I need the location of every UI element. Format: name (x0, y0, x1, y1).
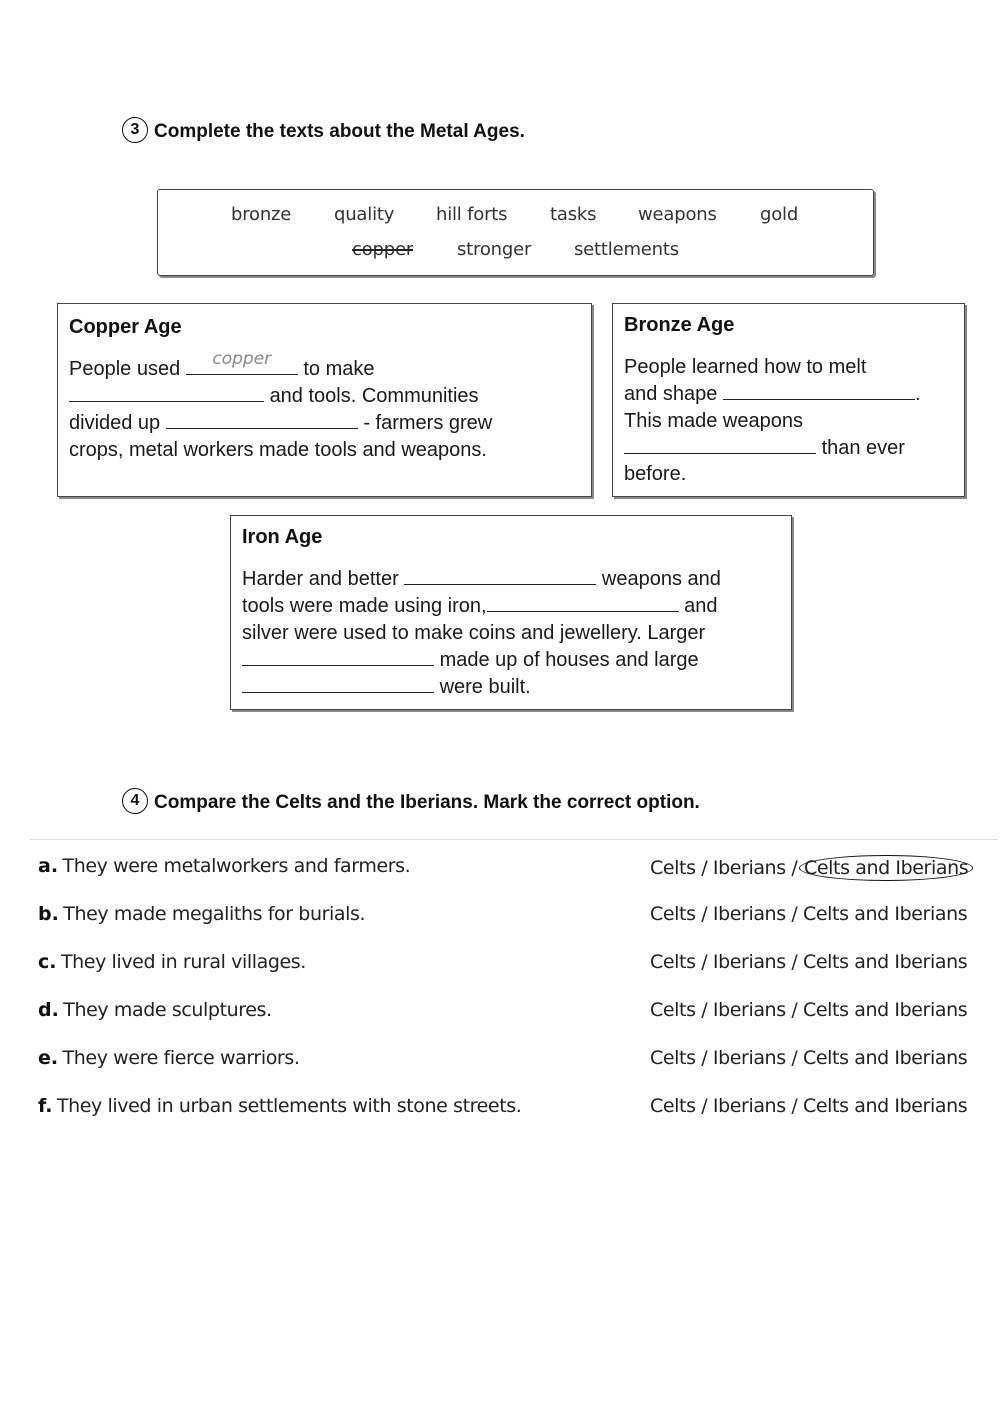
option-separator: / (695, 1047, 713, 1069)
answer-options (650, 999, 967, 1021)
option-celts[interactable]: Celts (650, 903, 696, 925)
option-separator: / (785, 903, 803, 925)
question-row (38, 999, 272, 1021)
text-line: People used copper to make (69, 356, 374, 383)
option-celts[interactable]: Celts (650, 999, 696, 1021)
option-separator: / (695, 951, 713, 973)
exercise-3-title (122, 119, 525, 145)
text-line: than ever (624, 435, 905, 462)
answer-blank[interactable] (404, 566, 596, 585)
filled-answer: copper (212, 349, 272, 369)
option-separator: / (695, 1095, 713, 1117)
word-bank-word: weapons (638, 204, 717, 225)
option-separator: / (785, 999, 803, 1021)
option-iberians[interactable]: Iberians (712, 903, 786, 925)
answer-options (650, 1095, 967, 1117)
option-separator: / (695, 903, 713, 925)
exercise-4-title (122, 790, 700, 816)
answer-options (650, 903, 967, 925)
question-letter: b. (38, 903, 59, 925)
option-separator: / (695, 999, 713, 1021)
bronze-age-panel (612, 303, 965, 497)
text-line: before. (624, 463, 687, 485)
question-letter: a. (38, 855, 59, 877)
answer-blank[interactable] (69, 383, 264, 402)
option-celts[interactable]: Celts (650, 1047, 696, 1069)
option-celts[interactable]: Celts (650, 1095, 696, 1117)
option-iberians[interactable]: Iberians (712, 1047, 786, 1069)
option-separator: / (785, 857, 803, 879)
panel-title: Iron Age (242, 526, 323, 548)
word-bank-word: bronze (231, 204, 292, 225)
answer-blank[interactable] (487, 593, 679, 612)
option-celts-and-iberians[interactable]: Celts and Iberians (802, 951, 968, 973)
answer-blank[interactable] (242, 674, 434, 693)
question-row (38, 1095, 521, 1117)
copper-age-panel (57, 303, 592, 497)
option-celts-and-iberians[interactable]: Celts and Iberians (802, 1095, 968, 1117)
word-bank-word: tasks (550, 204, 597, 225)
text-line: This made weapons (624, 410, 803, 432)
word-bank-word: stronger (457, 239, 532, 260)
answer-blank[interactable] (723, 381, 915, 400)
text-line: Harder and better weapons and (242, 568, 721, 590)
exercise-number-badge: 3 (122, 117, 148, 143)
text-line: silver were used to make coins and jewellery. Larger (242, 622, 706, 644)
question-row (38, 855, 410, 877)
option-celts[interactable]: Celts (650, 951, 696, 973)
question-text: They made sculptures. (63, 999, 272, 1021)
panel-title: Bronze Age (624, 314, 735, 336)
option-celts-and-iberians[interactable]: Celts and Iberians (802, 999, 968, 1021)
option-celts[interactable]: Celts (650, 857, 696, 879)
option-separator: / (785, 1095, 803, 1117)
question-text: They were metalworkers and farmers. (62, 855, 411, 877)
answer-blank[interactable] (242, 647, 434, 666)
answer-options (650, 1047, 967, 1069)
answer-options (650, 855, 973, 881)
iron-age-panel (230, 515, 792, 710)
option-separator: / (785, 951, 803, 973)
text-line: were built. (242, 674, 531, 701)
text-line: divided up - farmers grew (69, 412, 493, 434)
question-row (38, 951, 306, 973)
question-row (38, 1047, 300, 1069)
word-bank-word: hill forts (436, 204, 508, 225)
word-bank-word-crossed: copper (352, 239, 414, 260)
text-line: tools were made using iron, and (242, 595, 718, 617)
option-celts-and-iberians[interactable]: Celts and Iberians (802, 1047, 968, 1069)
word-bank-word: gold (760, 204, 799, 225)
word-bank-word: quality (334, 204, 395, 225)
question-letter: e. (38, 1047, 59, 1069)
question-letter: c. (38, 951, 57, 973)
option-celts-and-iberians[interactable]: Celts and Iberians (799, 855, 973, 881)
question-text: They made megaliths for burials. (63, 903, 366, 925)
word-bank (157, 189, 874, 276)
question-row (38, 903, 365, 925)
option-iberians[interactable]: Iberians (712, 951, 786, 973)
text-line: and tools. Communities (69, 383, 479, 410)
exercise-3-instruction: Complete the texts about the Metal Ages. (154, 121, 525, 143)
option-iberians[interactable]: Iberians (712, 1095, 786, 1117)
question-text: They were fierce warriors. (62, 1047, 300, 1069)
word-bank-word: settlements (574, 239, 679, 260)
option-celts-and-iberians[interactable]: Celts and Iberians (802, 903, 968, 925)
section-divider (30, 839, 998, 840)
answer-options (650, 951, 967, 973)
exercise-number-badge: 4 (122, 788, 148, 814)
exercise-4-instruction: Compare the Celts and the Iberians. Mark the correct option. (154, 792, 700, 814)
text-line: made up of houses and large (242, 647, 699, 674)
text-line: People learned how to melt (624, 356, 867, 378)
text-line: crops, metal workers made tools and weapons. (69, 439, 487, 461)
option-iberians[interactable]: Iberians (712, 999, 786, 1021)
question-letter: f. (38, 1095, 53, 1117)
answer-blank[interactable] (624, 435, 816, 454)
answer-blank[interactable] (166, 410, 358, 429)
question-text: They lived in rural villages. (60, 951, 306, 973)
text-line: and shape . (624, 383, 921, 405)
option-separator: / (785, 1047, 803, 1069)
option-separator: / (695, 857, 713, 879)
option-iberians[interactable]: Iberians (712, 857, 786, 879)
question-text: They lived in urban settlements with stone streets. (56, 1095, 522, 1117)
answer-blank[interactable] (186, 349, 298, 375)
panel-title: Copper Age (69, 316, 182, 338)
question-letter: d. (38, 999, 59, 1021)
